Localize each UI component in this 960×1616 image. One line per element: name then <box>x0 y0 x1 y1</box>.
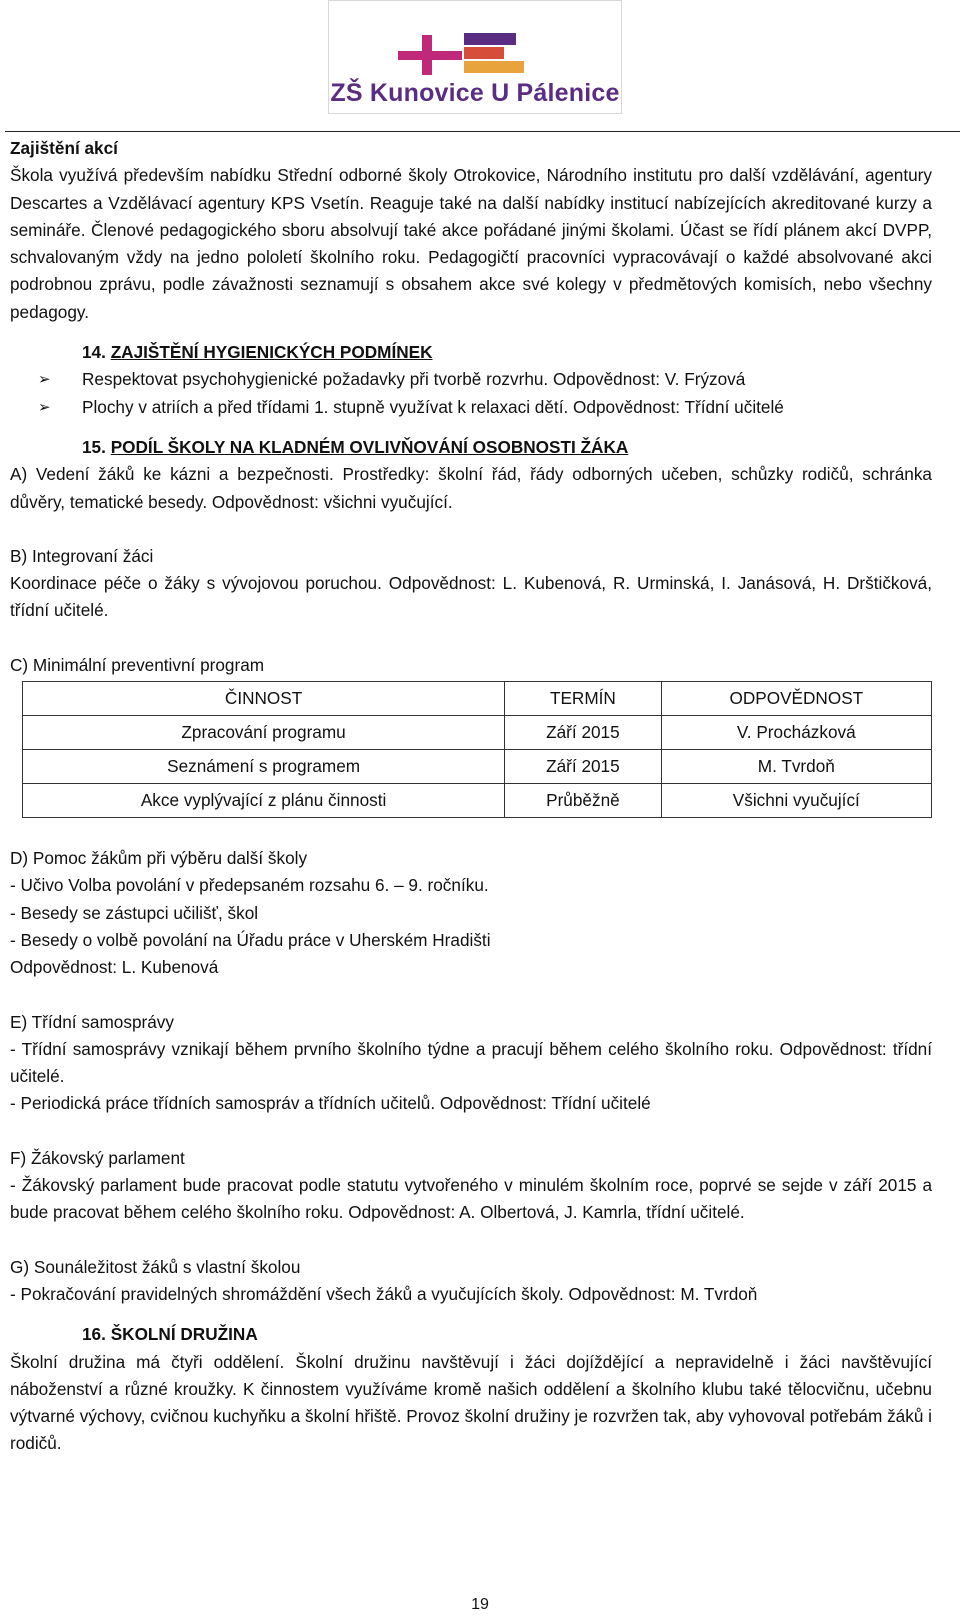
list-item: - Učivo Volba povolání v předepsaném rozsahu 6. – 9. ročníku. <box>10 875 489 896</box>
list-item: - Besedy se zástupci učilišť, škol <box>10 902 259 923</box>
school-logo <box>328 0 622 114</box>
section-14-heading <box>10 339 932 366</box>
logo-text: ZŠ Kunovice U Pálenice <box>330 79 620 107</box>
table-cell: Zpracování programu <box>23 716 505 750</box>
table-header-cell: TERMÍN <box>505 682 661 716</box>
section-15-title: PODÍL ŠKOLY NA KLADNÉM OVLIVŇOVÁNÍ OSOBNOSTI ŽÁKA <box>110 436 629 457</box>
table-header-cell: ODPOVĚDNOST <box>661 682 931 716</box>
section-16-heading <box>10 1321 932 1348</box>
section-16-number: 16. <box>82 1324 106 1345</box>
list-item: Odpovědnost: L. Kubenová <box>10 957 219 978</box>
section-15-f-text: - Žákovský parlament bude pracovat podle statutu vytvořeného v minulém školním roce, poprvé se sejde v září 2015 a bude pracovat během celého školního roku. Odpovědnost: A. Olbertová, J. Kamrla, třídní učitelé. <box>10 1175 932 1223</box>
section-16-title: ŠKOLNÍ DRUŽINA <box>110 1324 258 1345</box>
section-15-a: A) Vedení žáků ke kázni a bezpečnosti. Prostředky: školní řád, řády odborných učeben, schůzky rodičů, schránka důvěry, tematické besedy. Odpovědnost: všichni vyučující. <box>10 464 932 512</box>
section-15-number: 15. <box>82 436 106 457</box>
section-15-e-title: E) Třídní samosprávy <box>10 1011 174 1032</box>
zajisteni-text: Škola využívá především nabídku Střední odborné školy Otrokovice, Národního institutu pro další vzdělávání, agentury Descartes a Vzdělávací agentury KPS Vsetín. Reaguje také na další nabídky institucí nabízejících akreditované kurzy a semináře. Členové pedagogického sboru absolvují také akce pořádané jinými školami. Účast se řídí plánem akcí DVPP, schvalovaným vždy na jedno pololetí školního roku. Pedagogičtí pracovníci vypracovávají o každé absolvované akci podrobnou zprávu, podle závažnosti seznamují s obsahem akce své kolegy v předmětových komisích, nebo všechny pedagogy. <box>10 165 932 322</box>
section-15-b-text: Koordinace péče o žáky s vývojovou poruchou. Odpovědnost: L. Kubenová, R. Urminská, I. Janásová, H. Drštičková, třídní učitelé. <box>10 573 932 621</box>
section-15-heading <box>10 434 932 461</box>
table-cell: Září 2015 <box>505 750 661 784</box>
table-cell: Průběžně <box>505 784 661 818</box>
section-15-c-title: C) Minimální preventivní program <box>10 654 265 675</box>
section-14-title: ZAJIŠTĚNÍ HYGIENICKÝCH PODMÍNEK <box>110 342 433 363</box>
table-cell: Všichni vyučující <box>661 784 931 818</box>
section-16-text: Školní družina má čtyři oddělení. Školní družinu navštěvují i žáci dojíždějící a nepravidelně i žáci navštěvující náboženství a různé kroužky. K činnostem využíváme kromě našich oddělení a školního klubu také tělocvičnu, učebnu výtvarné výchovy, cvičnou kuchyňku a školní hřiště. Provoz školní družiny je rozvržen tak, aby vyhovoval potřebám žáků i rodičů. <box>10 1351 932 1454</box>
school-logo-icon <box>398 31 554 79</box>
zajisteni-title: Zajištění akcí <box>10 138 118 158</box>
bullet-item: ➢ Plochy v atriích a před třídami 1. stupně využívat k relaxaci dětí. Odpovědnost: Třídní učitelé <box>10 394 932 421</box>
table-row <box>23 784 932 818</box>
table-cell: M. Tvrdoň <box>661 750 931 784</box>
section-15-e-text2: - Periodická práce třídních samospráv a třídních učitelů. Odpovědnost: Třídní učitelé <box>10 1093 651 1114</box>
table-row <box>23 716 932 750</box>
document-body <box>10 135 932 1458</box>
section-15-g-title: G) Sounáležitost žáků s vlastní školou <box>10 1256 301 1277</box>
table-header-row <box>23 682 932 716</box>
section-15-d-title: D) Pomoc žákům při výběru další školy <box>10 848 308 869</box>
section-15-f-title: F) Žákovský parlament <box>10 1147 185 1168</box>
table-cell: Seznámení s programem <box>23 750 505 784</box>
bullet-item: ➢ Respektovat psychohygienické požadavky při tvorbě rozvrhu. Odpovědnost: V. Frýzová <box>10 366 932 393</box>
list-item: - Besedy o volbě povolání na Úřadu práce v Uherském Hradišti <box>10 929 491 950</box>
section-14-number: 14. <box>82 342 106 363</box>
page-number: 19 <box>471 1596 489 1613</box>
table-cell: Září 2015 <box>505 716 661 750</box>
section-15-g-text: - Pokračování pravidelných shromáždění všech žáků a vyučujících školy. Odpovědnost: M. Tvrdoň <box>10 1283 758 1304</box>
section-15-e-text1: - Třídní samosprávy vznikají během prvního školního týdne a pracují během celého školního roku. Odpovědnost: třídní učitelé. <box>10 1038 932 1087</box>
arrow-bullet-icon: ➢ <box>38 371 51 389</box>
header-rule <box>5 131 960 132</box>
table-cell: V. Procházková <box>661 716 931 750</box>
arrow-bullet-icon: ➢ <box>38 398 51 416</box>
section-15-b-title: B) Integrovaní žáci <box>10 545 154 566</box>
table-cell: Akce vyplývající z plánu činnosti <box>23 784 505 818</box>
prevention-program-table <box>22 681 932 818</box>
table-header-cell: ČINNOST <box>23 682 505 716</box>
table-row <box>23 750 932 784</box>
